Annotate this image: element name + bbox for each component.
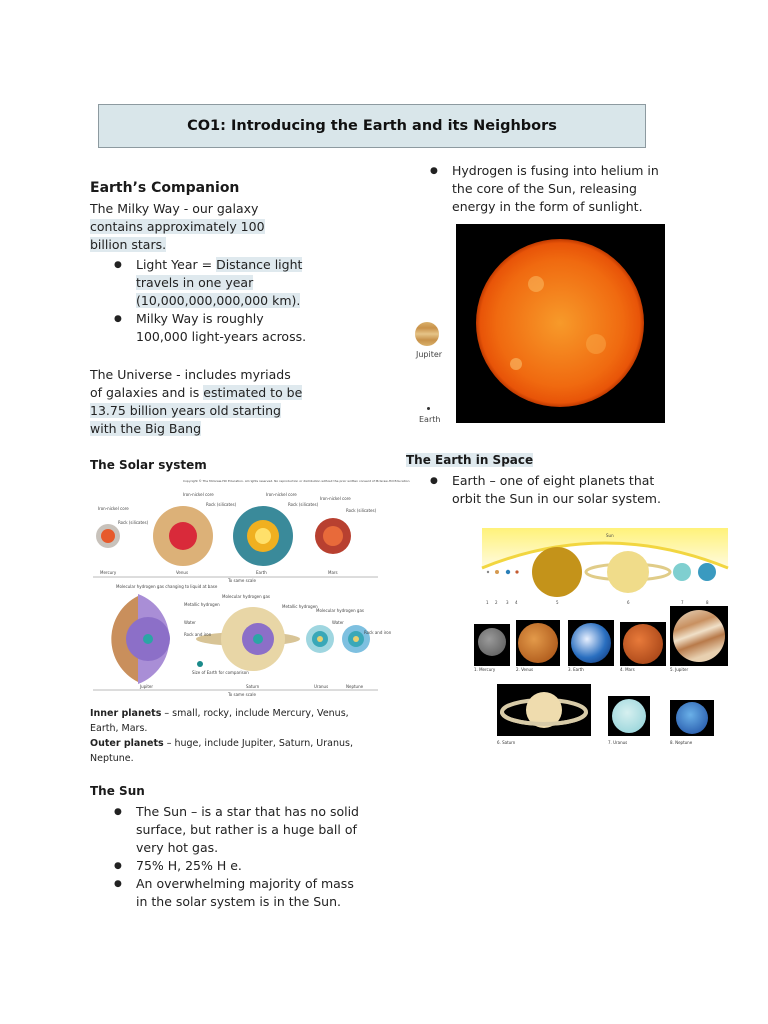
universe-highlight: estimated to be 13.75 billion years old starting with the Big Bang	[90, 385, 303, 436]
order-number: 3	[506, 600, 509, 605]
earth-cross-section	[233, 506, 293, 566]
mercury-icon	[478, 628, 506, 656]
list-item: ● Hydrogen is fusing into helium in the core of the Sun, releasing energy in the form of sunlight.	[452, 162, 677, 216]
inner-label: Earth	[256, 570, 267, 575]
planet-tile-venus	[516, 620, 560, 666]
venus-marker	[495, 570, 499, 574]
jupiter-icon	[415, 322, 439, 346]
mars-cross-section	[315, 518, 351, 554]
tile-label: 8. Neptune	[670, 740, 693, 745]
tile-label: 2. Venus	[516, 667, 534, 672]
mercury-marker	[487, 571, 489, 573]
callout: Rock and iron	[184, 632, 212, 637]
earth-marker	[506, 570, 510, 574]
outer-planets-label: Outer planets	[90, 738, 164, 749]
callout: Water	[184, 620, 196, 625]
venus-cross-section	[153, 506, 213, 566]
tile-label: 4. Mars	[620, 667, 635, 672]
earth-label: Earth	[419, 415, 441, 424]
inner-planets-text: – small, rocky, include Mercury, Venus, Earth, Mars.	[90, 708, 349, 734]
milky-way-highlight: contains approximately 100 billion stars.	[90, 219, 265, 252]
saturn-cross-section	[196, 607, 300, 671]
neptune-marker	[698, 563, 716, 581]
jupiter-marker	[532, 547, 582, 597]
callout: Water	[332, 620, 344, 625]
planet-lineup-diagram	[482, 528, 728, 608]
solar-system-heading: The Solar system	[90, 458, 207, 472]
planet-tile-mars	[620, 622, 666, 666]
callout: Size of Earth for comparison	[192, 670, 249, 675]
outer-planets-note	[90, 736, 360, 766]
universe-text: The Universe - includes myriads of galaxies and is	[90, 367, 291, 400]
inner-planets-label: Inner planets	[90, 708, 162, 719]
outer-planets-text: – huge, include Jupiter, Saturn, Uranus, Neptune.	[90, 738, 353, 764]
planet-tile-neptune	[670, 700, 714, 736]
planet-interiors-diagram	[88, 476, 410, 698]
order-number: 1	[486, 600, 489, 605]
list-item	[136, 256, 311, 310]
callout: Metallic hydrogen	[184, 602, 220, 607]
tile-label: 5. Jupiter	[670, 667, 689, 672]
earth-space-bullets	[452, 472, 682, 508]
mercury-cross-section	[96, 524, 120, 548]
callout: Iron-nickel core	[183, 492, 214, 497]
callout: Iron-nickel core	[98, 506, 129, 511]
callout: Rock (silicates)	[288, 502, 319, 507]
outer-label: Uranus	[314, 684, 329, 689]
jupiter-scale-marker	[415, 322, 439, 346]
tile-label: 7. Uranus	[608, 740, 628, 745]
saturn-icon	[497, 684, 591, 736]
callout: Iron-nickel core	[266, 492, 297, 497]
hydrogen-bullets	[452, 162, 677, 216]
inner-label: Mercury	[100, 570, 117, 575]
uranus-cross-section	[306, 625, 334, 653]
bullet-text: Milky Way is roughly 100,000 light-years across.	[136, 311, 307, 344]
sun-heading: The Sun	[90, 784, 145, 798]
order-number: 5	[556, 600, 559, 605]
tile-label: 3. Earth	[568, 667, 584, 672]
callout: Molecular hydrogen gas	[222, 594, 271, 599]
inner-planets-note	[90, 706, 360, 736]
scale-label: To same scale	[228, 578, 256, 583]
bullet-text: Light Year =	[136, 257, 217, 272]
milky-way-paragraph	[90, 200, 305, 254]
outer-label: Neptune	[346, 684, 364, 689]
inner-label: Mars	[328, 570, 338, 575]
outer-label: Jupiter	[140, 684, 154, 689]
order-number: 2	[495, 600, 498, 605]
inner-label: Venus	[176, 570, 189, 575]
list-item: ● 75% H, 25% H e.	[136, 857, 366, 875]
sun-label: Sun	[606, 533, 614, 538]
uranus-marker	[673, 563, 691, 581]
milky-way-text: The Milky Way - our galaxy	[90, 201, 259, 216]
mars-icon	[623, 624, 663, 664]
companion-bullets	[136, 256, 311, 346]
planet-tile-saturn	[497, 684, 591, 736]
sun-photo	[456, 224, 665, 423]
callout: Iron-nickel core	[320, 496, 351, 501]
callout: Molecular hydrogen gas changing to liquid at base	[116, 584, 218, 589]
order-number: 4	[515, 600, 518, 605]
sun-bullets	[136, 803, 366, 911]
earth-dot-icon	[427, 407, 430, 410]
document-title: CO1: Introducing the Earth and its Neighbors	[98, 104, 646, 148]
tile-label: 6. Saturn	[497, 740, 516, 745]
companion-heading: Earth’s Companion	[90, 180, 240, 196]
planet-tile-jupiter	[670, 606, 728, 666]
planet-interiors-figure	[88, 476, 410, 698]
mars-marker	[515, 570, 518, 573]
list-item: ● An overwhelming majority of mass in the solar system is in the Sun.	[136, 875, 366, 911]
order-number: 7	[681, 600, 684, 605]
universe-paragraph	[90, 366, 305, 438]
outer-label: Saturn	[246, 684, 260, 689]
jupiter-cross-section	[111, 594, 170, 684]
earth-space-heading	[406, 453, 533, 467]
neptune-icon	[676, 702, 708, 734]
planet-tile-uranus	[608, 696, 650, 736]
planet-lineup	[482, 528, 728, 608]
planet-tile-earth	[568, 620, 614, 666]
scale-label: To same scale	[228, 692, 256, 697]
planet-tile-mercury	[474, 624, 510, 666]
venus-icon	[518, 623, 558, 663]
callout: Rock (silicates)	[206, 502, 237, 507]
earth-size-comparison	[197, 661, 203, 667]
order-number: 6	[627, 600, 630, 605]
callout: Metallic hydrogen	[282, 604, 318, 609]
callout: Molecular hydrogen gas	[316, 608, 365, 613]
callout: Rock (silicates)	[118, 520, 149, 525]
order-number: 8	[706, 600, 709, 605]
callout: Rock and iron	[364, 630, 392, 635]
jupiter-label: Jupiter	[416, 350, 443, 359]
bullet-highlight: Distance light travels in one year (10,000,000,000,000 km).	[136, 257, 303, 308]
list-item	[136, 310, 311, 346]
saturn-marker	[607, 551, 649, 593]
uranus-icon	[612, 699, 646, 733]
earth-space-heading-text: The Earth in Space	[406, 453, 534, 467]
callout: Rock (silicates)	[346, 508, 377, 513]
tile-label: 1. Mercury	[474, 667, 496, 672]
jupiter-icon	[673, 610, 725, 662]
list-item: ● Earth – one of eight planets that orbit the Sun in our solar system.	[452, 472, 682, 508]
copyright-note: Copyright © The McGraw-Hill Education. All rights reserved. No reproduction or distribution without the prior written consent of McGraw-Hill Education	[183, 479, 410, 483]
sun-image	[456, 224, 665, 423]
list-item: ● The Sun – is a star that has no solid surface, but rather is a huge ball of very hot gas.	[136, 803, 366, 857]
earth-icon	[571, 623, 611, 663]
sun-arc	[482, 528, 728, 568]
